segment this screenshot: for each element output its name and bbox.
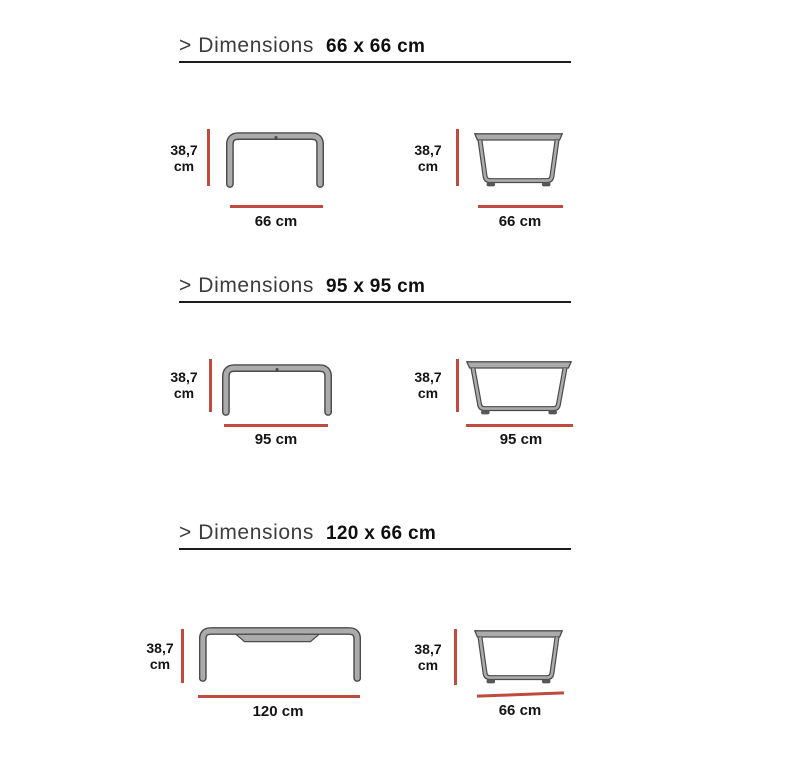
height-value: 38,7 (170, 369, 198, 385)
height-value: 38,7 (414, 369, 442, 385)
height-dimension-label (162, 369, 206, 401)
width-dimension-line (466, 424, 573, 427)
height-unit: cm (149, 656, 171, 672)
table-side-view-drawing (474, 133, 563, 187)
height-dimension-label (162, 142, 206, 174)
height-unit: cm (173, 385, 195, 401)
height-value: 38,7 (146, 640, 174, 656)
section-header-size: 66 x 66 cm (326, 36, 426, 57)
height-value: 38,7 (414, 142, 442, 158)
height-value: 38,7 (414, 641, 442, 657)
height-dimension-line (209, 359, 212, 412)
width-dimension-line (230, 205, 323, 208)
width-dimension-line (224, 424, 328, 427)
height-unit: cm (417, 385, 439, 401)
section-header-prefix: > Dimensions (179, 521, 315, 544)
height-dimension-line (181, 629, 184, 683)
table-side-view-drawing (466, 361, 572, 415)
section-header-prefix: > Dimensions (179, 274, 315, 297)
table-side-view-drawing (474, 630, 563, 684)
width-dimension-label: 95 cm (499, 431, 543, 448)
height-unit: cm (417, 158, 439, 174)
width-dimension-line (478, 205, 563, 208)
width-dimension-label: 66 cm (498, 213, 542, 230)
table-front-view-drawing (222, 364, 332, 416)
table-front-view-drawing (226, 132, 324, 188)
height-value: 38,7 (170, 142, 198, 158)
width-dimension-label: 120 cm (252, 703, 304, 720)
height-dimension-line (207, 129, 210, 186)
section-header-95x95 (179, 274, 571, 303)
width-dimension-label: 66 cm (498, 702, 542, 719)
height-unit: cm (417, 657, 439, 673)
width-dimension-line (198, 695, 360, 698)
height-unit: cm (173, 158, 195, 174)
height-dimension-line (456, 129, 459, 186)
height-dimension-label (406, 641, 450, 673)
width-dimension-label: 95 cm (254, 431, 298, 448)
section-header-size: 120 x 66 cm (326, 523, 437, 544)
height-dimension-label (138, 640, 182, 672)
height-dimension-label (406, 142, 450, 174)
height-dimension-line (454, 629, 457, 685)
section-header-prefix: > Dimensions (179, 34, 315, 57)
width-dimension-line (477, 691, 564, 697)
section-header-66x66 (179, 34, 571, 63)
table-front-view-drawing (199, 627, 361, 685)
height-dimension-label (406, 369, 450, 401)
width-dimension-label: 66 cm (254, 213, 298, 230)
section-header-120x66 (179, 521, 571, 550)
section-header-size: 95 x 95 cm (326, 276, 426, 297)
height-dimension-line (456, 359, 459, 412)
